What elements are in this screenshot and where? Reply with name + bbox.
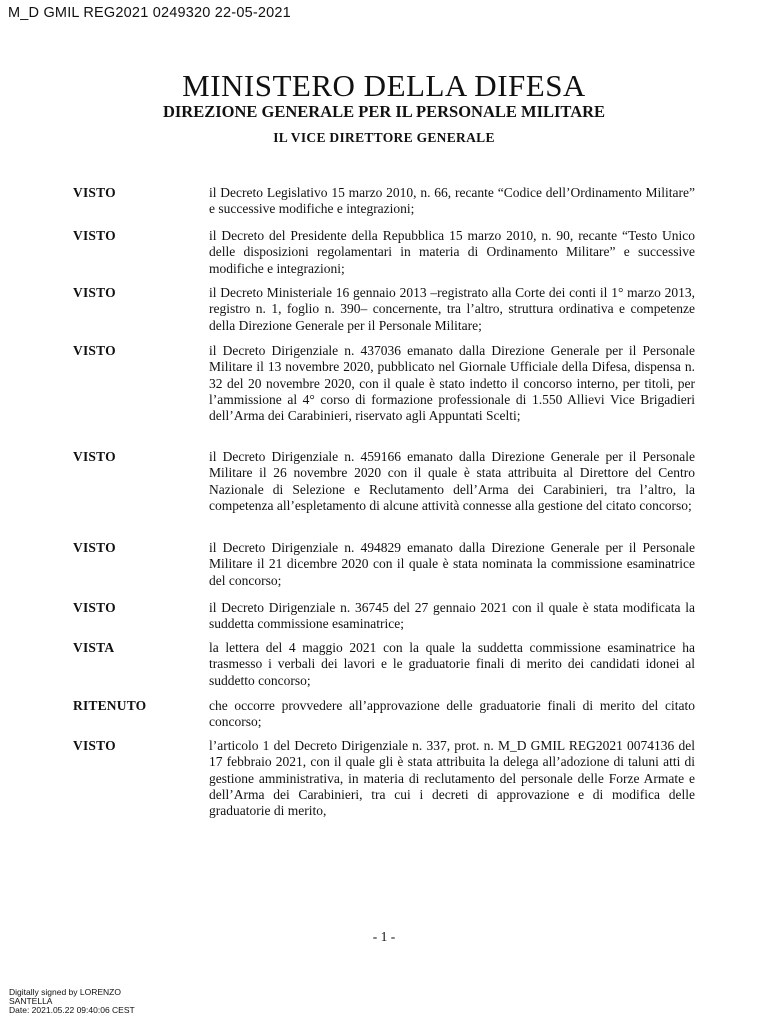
- page-number: - 1 -: [372, 929, 396, 944]
- premise-label: VISTA: [73, 640, 115, 655]
- premise-row: [73, 185, 695, 228]
- premise-row: [73, 600, 695, 640]
- decree-premises: [73, 185, 695, 828]
- premise-label: VISTO: [73, 285, 116, 300]
- premise-text: il Decreto del Presidente della Repubblica 15 marzo 2010, n. 90, recante “Testo Unico delle disposizioni regolamentari in materia di Ordinamento Militare” e successive modifiche e integrazioni;: [209, 228, 695, 276]
- premise-row: [73, 640, 695, 698]
- protocol-number: M_D GMIL REG2021 0249320 22-05-2021: [8, 5, 291, 21]
- premise-text: il Decreto Dirigenziale n. 36745 del 27 gennaio 2021 con il quale è stata modificata la suddetta commissione esaminatrice;: [209, 600, 695, 632]
- premise-text: la lettera del 4 maggio 2021 con la quale la suddetta commissione esaminatrice ha trasmesso i verbali dei lavori e le graduatorie finali di merito dei candidati idonei al suddetto concorso;: [209, 640, 695, 688]
- signature-line: Digitally signed by LORENZO: [9, 987, 121, 997]
- premise-row: [73, 343, 695, 449]
- premise-text: il Decreto Dirigenziale n. 459166 emanato dalla Direzione Generale per il Personale Militare il 26 novembre 2020 con il quale è stata attribuita al Direttore del Centro Nazionale di Selezione e Reclutamento dell’Arma dei Carabinieri, tra l’altro, la competenza all’espletamento di alcune attività connesse alla gestione del citato concorso;: [209, 449, 695, 513]
- premise-label: VISTO: [73, 540, 116, 555]
- premise-text: il Decreto Dirigenziale n. 437036 emanato dalla Direzione Generale per il Personale Militare il 13 novembre 2020, pubblicato nel Giornale Ufficiale della Difesa, dispensa n. 32 del 20 novembre 2020, con il quale è stato indetto il concorso interno, per titoli, per l’ammissione al 4° corso di formazione professionale di 1.550 Allievi Vice Brigadieri dell’Arma dei Carabinieri, riservato agli Appuntati Scelti;: [209, 343, 695, 424]
- signature-date: Date: 2021.05.22 09:40:06 CEST: [9, 1005, 135, 1015]
- premise-label: VISTO: [73, 738, 116, 753]
- premise-label: RITENUTO: [73, 698, 147, 713]
- premise-row: [73, 698, 695, 738]
- digital-signature: [9, 988, 159, 1015]
- signature-line: SANTELLA: [9, 996, 53, 1006]
- premise-row: [73, 540, 695, 600]
- premise-label: VISTO: [73, 343, 116, 358]
- premise-label: VISTO: [73, 228, 116, 243]
- premise-text: l’articolo 1 del Decreto Dirigenziale n. 337, prot. n. M_D GMIL REG2021 0074136 del 17 febbraio 2021, con il quale gli è stata attribuita la delega all’adozione di taluni atti di gestione amministrativa, in materia di reclutamento del personale delle Forze Armate e dell’Arma dei Carabinieri, tra cui i decreti di approvazione e di modifica delle graduatorie di merito,: [209, 738, 695, 819]
- premise-text: il Decreto Dirigenziale n. 494829 emanato dalla Direzione Generale per il Personale Militare il 21 dicembre 2020 con il quale è stata nominata la commissione esaminatrice del concorso;: [209, 540, 695, 588]
- premise-label: VISTO: [73, 185, 116, 200]
- premise-row: [73, 449, 695, 540]
- ministry-title: MINISTERO DELLA DIFESA: [182, 68, 586, 103]
- premise-label: VISTO: [73, 449, 116, 464]
- premise-row: [73, 285, 695, 343]
- premise-row: [73, 228, 695, 285]
- premise-row: [73, 738, 695, 828]
- directorate-title: DIREZIONE GENERALE PER IL PERSONALE MILITARE: [162, 102, 606, 121]
- vice-director-title: IL VICE DIRETTORE GENERALE: [273, 130, 495, 145]
- premise-text: il Decreto Legislativo 15 marzo 2010, n. 66, recante “Codice dell’Ordinamento Militare” e successive modifiche e integrazioni;: [209, 185, 695, 217]
- premise-label: VISTO: [73, 600, 116, 615]
- premise-text: il Decreto Ministeriale 16 gennaio 2013 –registrato alla Corte dei conti il 1° marzo 2013, registro n. 1, foglio n. 390– concernente, tra l’altro, struttura ordinativa e competenze della Direzione Generale per il Personale Militare;: [209, 285, 695, 333]
- premise-text: che occorre provvedere all’approvazione delle graduatorie finali di merito del citato concorso;: [209, 698, 695, 730]
